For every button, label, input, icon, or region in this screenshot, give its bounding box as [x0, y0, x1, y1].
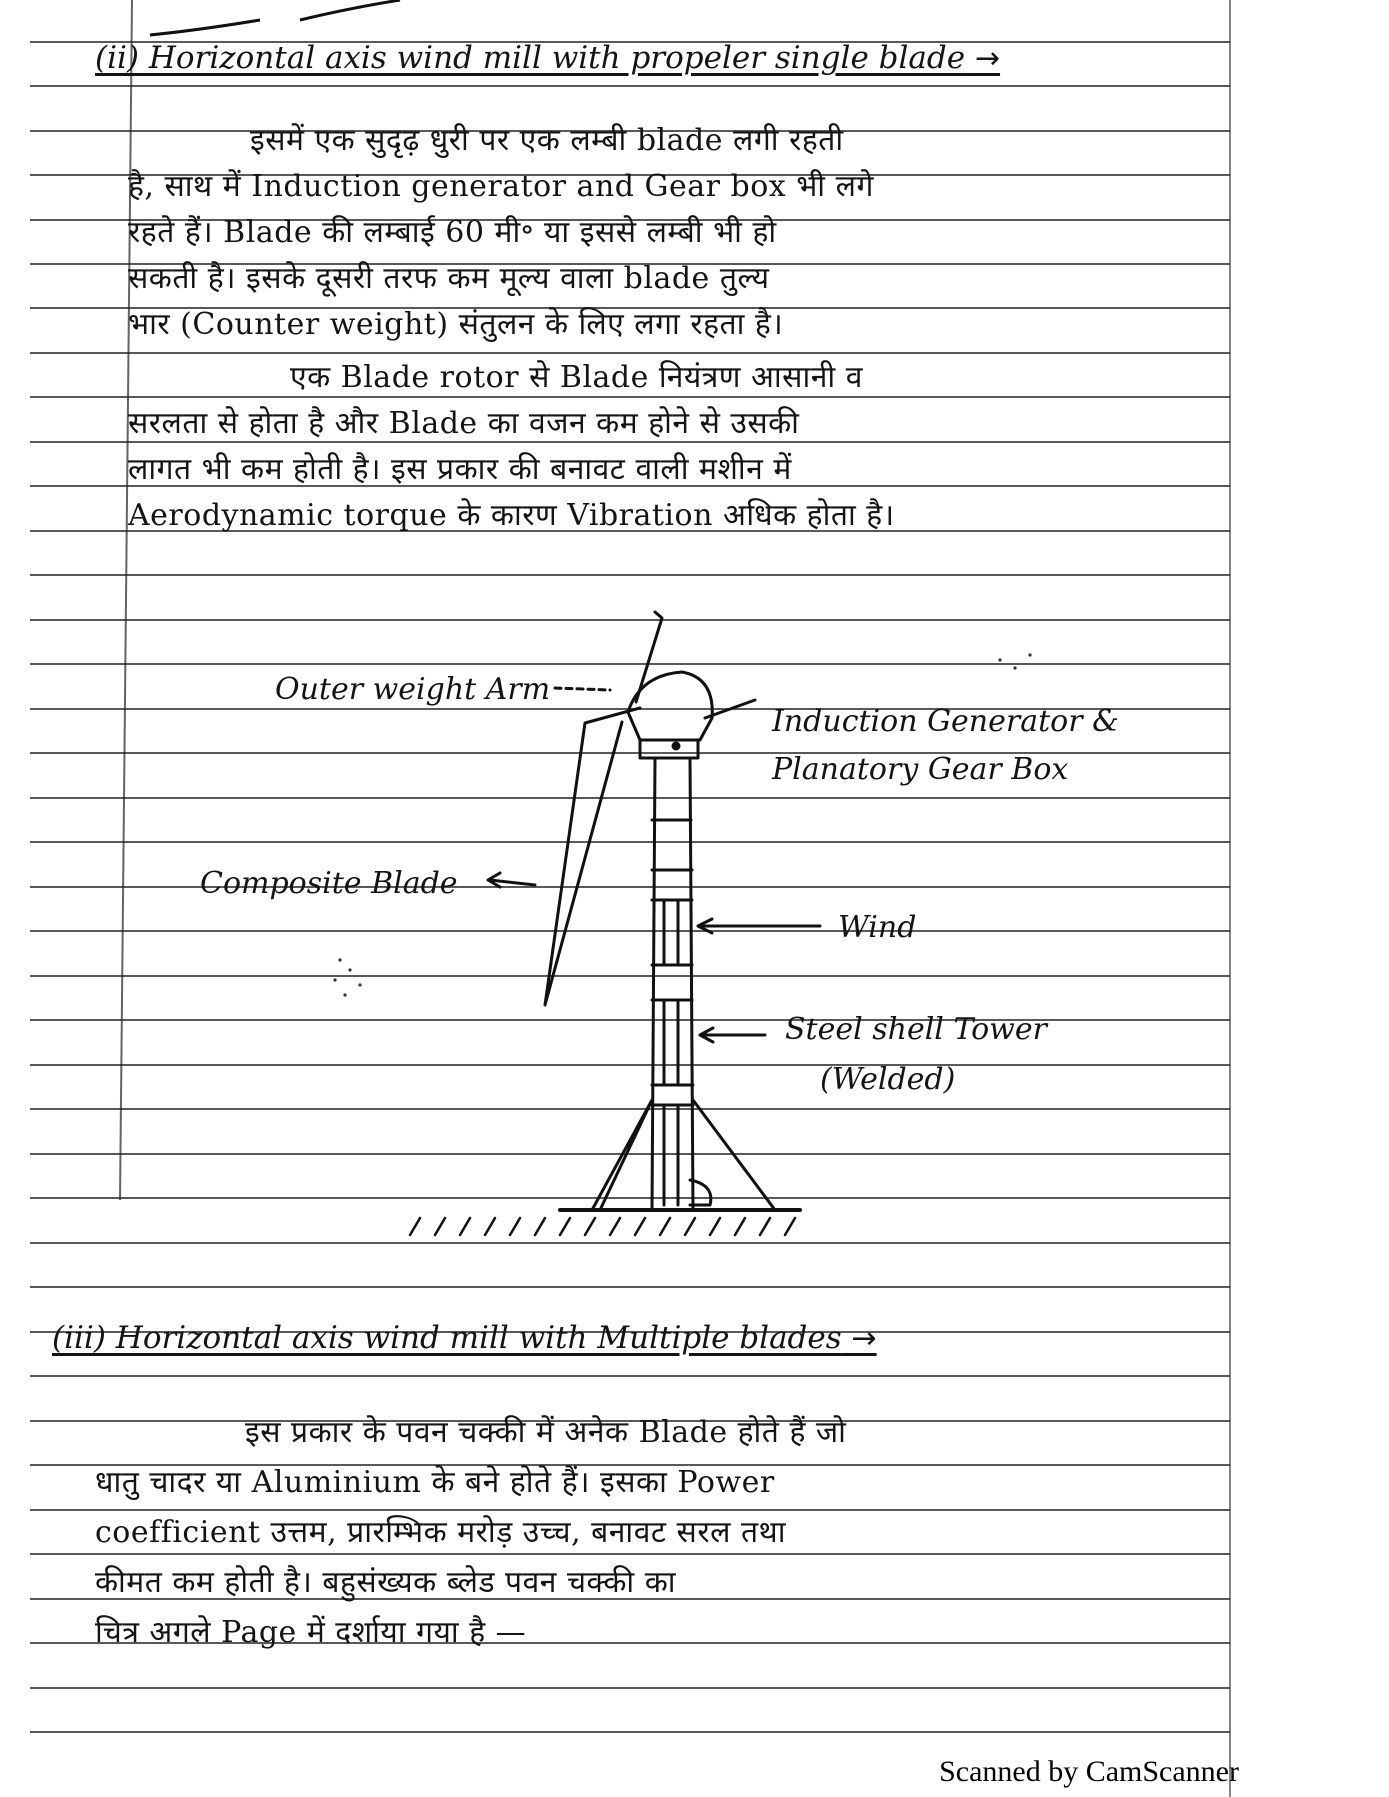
section-iii-heading: (iii) Horizontal axis wind mill with Multiple blades → — [52, 1320, 877, 1356]
tower-label-line2: (Welded) — [820, 1062, 956, 1097]
text-line: है, साथ में Induction generator and Gear box भी लगे — [128, 169, 874, 204]
text-line: एक Blade rotor से Blade नियंत्रण आसानी व — [290, 360, 863, 395]
text-line: लागत भी कम होती है। इस प्रकार की बनावट वाली मशीन में — [128, 452, 792, 487]
text-line: सरलता से होता है और Blade का वजन कम होने से उसकी — [128, 406, 800, 441]
tower-label-line1: Steel shell Tower — [785, 1012, 1047, 1047]
section-ii-heading: (ii) Horizontal axis wind mill with propeler single blade → — [95, 40, 1001, 76]
composite-blade — [545, 708, 640, 1005]
text-line: Aerodynamic torque के कारण Vibration अधिक होता है। — [128, 498, 895, 533]
wind-label: Wind — [838, 910, 917, 945]
arrow-icon: → — [851, 1321, 877, 1356]
text-line: सकती है। इसके दूसरी तरफ कम मूल्य वाला blade तुल्य — [128, 261, 770, 296]
wind-pointer-arrow — [698, 919, 820, 933]
blade-pointer-arrow — [488, 873, 535, 887]
tower — [652, 758, 693, 1210]
arrow-icon: → — [974, 41, 1001, 76]
composite-blade-label: Composite Blade — [200, 866, 458, 901]
generator-label-line1: Induction Generator & — [772, 704, 1119, 739]
text-line: इस प्रकार के पवन चक्की में अनेक Blade होते हैं जो — [245, 1415, 847, 1450]
text-line: धातु चादर या Aluminium के बने होते हैं। इसका Power — [95, 1465, 775, 1500]
tower-pointer-arrow — [700, 1028, 765, 1042]
yaw-bearing — [640, 740, 698, 758]
text-line: चित्र अगले Page में दर्शाया गया है — — [95, 1615, 527, 1650]
text-line: इसमें एक सुदृढ़ धुरी पर एक लम्बी blade लगी रहती — [250, 123, 844, 158]
outer-weight-arm-label: Outer weight Arm — [275, 672, 551, 707]
text-line: coefficient उत्तम, प्रारम्भिक मरोड़ उच्च, बनावट सरल तथा — [95, 1515, 787, 1550]
scanner-watermark: Scanned by CamScanner — [939, 1755, 1239, 1788]
text-line: रहते हैं। Blade की लम्बाई 60 मी॰ या इससे लम्बी भी हो — [128, 215, 777, 250]
generator-label-line2: Planatory Gear Box — [772, 752, 1069, 787]
text-line: भार (Counter weight) संतुलन के लिए लगा रहता है। — [128, 307, 784, 342]
text-line: कीमत कम होती है। बहुसंख्यक ब्लेड पवन चक्की का — [95, 1565, 677, 1600]
